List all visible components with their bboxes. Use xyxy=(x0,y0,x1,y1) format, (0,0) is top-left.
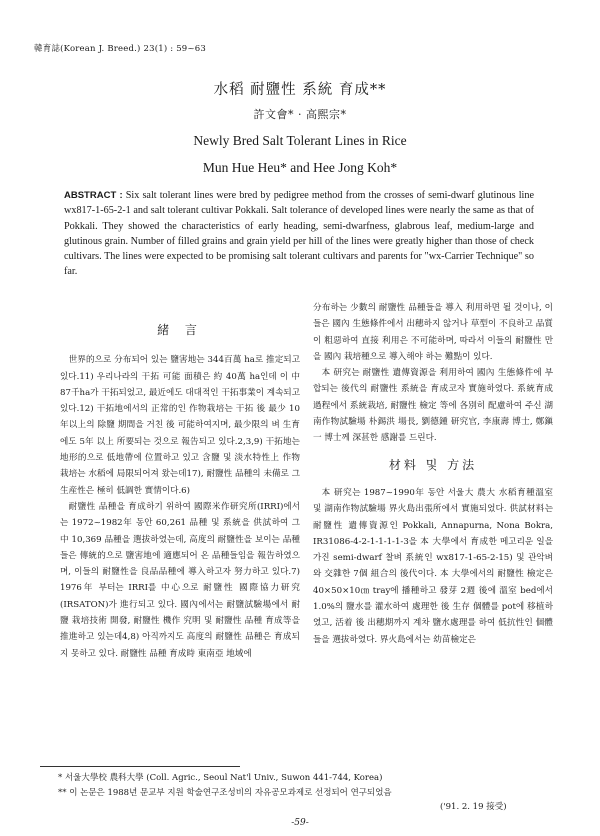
footnote-divider xyxy=(40,766,240,767)
left-column xyxy=(60,300,300,662)
abstract xyxy=(64,188,534,280)
paragraph: 耐鹽性 品種을 育成하기 위하여 國際米作研究所(IRRI)에서는 1972~1982年 동안 60,261 品種 및 系統을 供試하여 그 中 10,369 品種을 選拔하였는데, 高度의 耐鹽性을 보이는 品種들은 傳統的으로 鹽害地에 適應되어 온 品種들임을 報告하였으며, 이들의 耐鹽性을 良品品種에 導入하고자 努力하고 있다.7) 1976年 부터는 IRRI를 中心으로 耐鹽性 國際協力研究(IRSATON)가 進行되고 있다. 國內에서는 耐鹽試驗場에서 耐鹽 栽培技術 開發, 耐鹽性 機作 究明 및 耐鹽性 品種 育成等을 推進하고 있는데4,8) 아직까지도 高度의 耐鹽性 品種은 育成되지 못하고 있다. 耐鹽性 品種 育成時 東南亞 地域에 xyxy=(60,501,300,659)
section-heading-introduction: 緒 言 xyxy=(157,323,203,337)
abstract-text: Six salt tolerant lines were bred by pedigree method from the crosses of semi-dwarf glutinous line wx817-1-65-2-1 and salt tolerant cultivar Pokkali. Salt tolerance of developed lines were nearly the same as that of Pokkali. They showed the characteristics of early heading, semi-dwarfness, glabrous leaf, medium-large and glutinous grain. Number of filled grains and grain yield per hill of the lines were greatly higher than those of check cultivars. The lines were expected to be promising salt tolerant cultivars and parents for "wx-Carrier Technique" so far. xyxy=(64,190,534,278)
paragraph: 本 研究는 耐鹽性 遺傳資源을 利用하여 國內 生態條件에 부합되는 後代의 耐鹽性 系統을 育成코자 實施하였다. 系統育成 過程에서 系統栽培, 耐鹽性 檢定 等에 各別히 配慮하여 주신 湖南作物試驗場 朴錫洪 場長, 劉德鍾 研究官, 李康壽 博士, 鄭鎭一 博士께 深甚한 感謝를 드린다. xyxy=(313,368,553,444)
section-heading-materials-methods: 材料 및 方法 xyxy=(388,457,478,472)
right-column xyxy=(313,300,553,648)
paragraph: 世界的으로 分布되어 있는 鹽害地는 344百萬 ha로 推定되고 있다.11) 우리나라의 干拓 可能 面積은 約 40萬 ha인데 이 中 87千ha가 干拓되었고, 最近에도 대대적인 干拓事業이 계속되고 있다.12) 干拓地에서의 正常的인 作物栽培는 干拓 後 最少 10年以上의 除鹽 期間을 거친 後 可能하여지며, 最少限의 벼 生育에도 5年 以上 所要되는 것으로 報告되고 있다.2,3,9) 干拓地는 地形的으로 低地帶에 位置하고 있고 含鹽 및 淡水特性上 作物栽培는 水稻에 局限되어져 왔는데17), 耐鹽性 品種의 未備로 그 生産性은 極히 低調한 實情이다.6) xyxy=(60,355,300,496)
page-number: -59- xyxy=(291,818,309,828)
paragraph: 分布하는 少數의 耐鹽性 品種들을 導入 利用하면 될 것이나, 이들은 國內 生態條件에서 出穗하지 않거나 草型이 不良하고 品質이 粗惡하여 直接 利用은 不可能하며, 따라서 이들의 耐鹽性 만을 國內 栽培種으로 導入해야 하는 難點이 있다. xyxy=(313,303,553,362)
title-english: Newly Bred Salt Tolerant Lines in Rice xyxy=(193,133,407,148)
abstract-label: ABSTRACT : xyxy=(64,190,123,201)
footnote-funding: ** 이 논문은 1988년 문교부 지원 학술연구조성비의 자유공모과제로 선정되어 연구되었음 xyxy=(58,788,392,798)
footnote-received-date: ('91. 2. 19 接受) xyxy=(440,802,507,812)
footnote-affiliation: * 서울大學校 農科大學 (Coll. Agric., Seoul Nat'l Univ., Suwon 441-744, Korea) xyxy=(58,773,383,783)
authors-english: Mun Hue Heu* and Hee Jong Koh* xyxy=(202,160,398,175)
title-korean: 水稻 耐鹽性 系統 育成** xyxy=(213,82,387,98)
paragraph: 本 研究는 1987~1990年 동안 서울大 農大 水稻育種溫室 및 湖南作物試驗場 界火島出張所에서 實施되었다. 供試材料는 耐鹽性 遺傳資源인 Pokkali, Annapurna, Nona Bokra, IR31086-4-2-1-1-1-1-3을 本 大學에서 育成한 메고리운 일을 가진 semi-dwarf 찰벼 系統인 wx817-1-65-2-15) 및 관악벼와 交雜한 7個 組合의 後代이다. 本 大學에서의 耐鹽性 檢定은 40×50×10㎝ tray에 播種하고 發芽 2週 後에 溫室 bed에서 1.0%의 鹽水를 灌水하여 處理한 後 生存 個體를 pot에 移植하였고, 活着 後 出穗期까지 계차 鹽水處理를 하여 低抗性인 個體들을 選拔하였다. 界火島에서는 幼苗檢定은 xyxy=(313,487,553,645)
journal-header: 韓育誌(Korean J. Breed.) 23(1) : 59~63 xyxy=(34,44,206,54)
authors-korean: 許文會* · 高熙宗* xyxy=(253,108,347,121)
